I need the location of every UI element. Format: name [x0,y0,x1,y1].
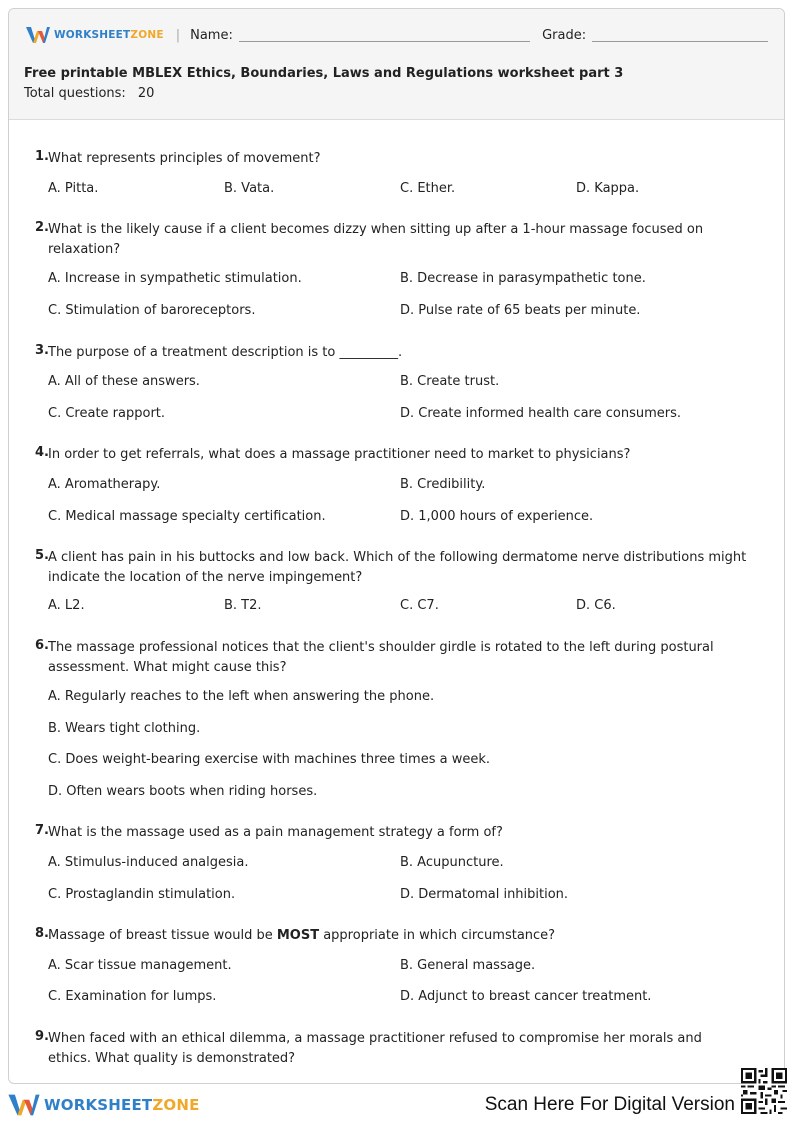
answer-option[interactable]: C. Does weight-bearing exercise with machines three times a week. [48,752,490,767]
question-text: In order to get referrals, what does a massage practitioner need to market to physicians? [48,447,631,462]
answer-option[interactable]: D. C6. [576,598,616,613]
answer-option[interactable]: D. Pulse rate of 65 beats per minute. [400,303,641,318]
worksheetzone-w-logo-icon [26,25,50,45]
answer-option[interactable]: A. Scar tissue management. [48,958,232,973]
worksheetzone-w-logo-icon [8,1092,40,1118]
question-text-emphasis: MOST [276,928,320,943]
answer-option[interactable]: D. Often wears boots when riding horses. [48,784,318,799]
brand-part2: ZONE [152,1096,200,1114]
total-value: 20 [137,86,155,101]
answer-option[interactable]: C. Medical massage specialty certification. [48,509,326,524]
brand-logo[interactable] [26,25,164,45]
brand-part1: WORKSHEET [44,1096,153,1114]
footer-brand-wordmark [44,1096,200,1114]
brand-wordmark [54,29,164,41]
header-top-row [26,24,768,46]
answer-option[interactable]: A. L2. [48,598,85,613]
answer-option[interactable]: D. 1,000 hours of experience. [400,509,594,524]
question-text: A client has pain in his buttocks and low back. Which of the following dermatome nerve distributions might indicate the location of the nerve impingement? [48,550,747,585]
qr-code-icon[interactable] [741,1068,787,1114]
worksheet-sheet [8,8,785,1084]
total-questions [24,86,154,101]
question-text: What is the massage used as a pain management strategy a form of? [48,825,503,840]
page-footer [0,1090,793,1122]
grade-field[interactable] [592,28,768,42]
question-number: 8. [35,926,49,941]
question-text-part: appropriate in which circumstance? [319,928,556,943]
name-label: Name: [190,27,233,43]
answer-option[interactable]: A. Stimulus-induced analgesia. [48,855,249,870]
answer-option[interactable]: D. Dermatomal inhibition. [400,887,569,902]
question-text [48,926,748,946]
brand-part1: WORKSHEET [54,29,131,41]
answer-option[interactable]: B. Acupuncture. [400,855,504,870]
question-number: 6. [35,638,49,653]
answer-option[interactable]: A. Increase in sympathetic stimulation. [48,271,302,286]
scan-text: Scan Here For Digital Version [484,1094,735,1115]
total-label: Total questions: [24,86,126,101]
worksheet-header [9,9,784,120]
answer-option[interactable]: B. T2. [224,598,262,613]
name-field[interactable] [239,28,530,42]
answer-option[interactable]: B. Decrease in parasympathetic tone. [400,271,646,286]
answer-option[interactable]: A. Aromatherapy. [48,477,161,492]
answer-option[interactable]: B. Wears tight clothing. [48,721,201,736]
question-text: The purpose of a treatment description is to _________. [48,345,403,360]
question-number: 9. [35,1029,49,1044]
question-number: 5. [35,548,49,563]
question-text: When faced with an ethical dilemma, a massage practitioner refused to compromise her morals and ethics. What quality is demonstrated? [48,1031,702,1066]
answer-option[interactable]: B. General massage. [400,958,536,973]
brand-part2: ZONE [130,29,164,41]
question-text-part: Massage of breast tissue would be [48,928,277,943]
answer-option[interactable]: C. Stimulation of baroreceptors. [48,303,256,318]
answer-option[interactable]: A. Pitta. [48,181,99,196]
answer-option[interactable]: A. All of these answers. [48,374,200,389]
answer-option[interactable]: B. Vata. [224,181,275,196]
grade-label: Grade: [542,27,587,43]
answer-option[interactable]: C. Prostaglandin stimulation. [48,887,236,902]
question-number: 2. [35,220,49,235]
answer-option[interactable]: A. Regularly reaches to the left when answering the phone. [48,689,435,704]
worksheet-title: Free printable MBLEX Ethics, Boundaries, Laws and Regulations worksheet part 3 [24,66,624,81]
answer-option[interactable]: B. Credibility. [400,477,486,492]
answer-option[interactable]: B. Create trust. [400,374,500,389]
answer-option[interactable]: C. Create rapport. [48,406,166,421]
answer-option[interactable]: C. Ether. [400,181,456,196]
answer-option[interactable]: D. Kappa. [576,181,640,196]
answer-option[interactable]: C. C7. [400,598,439,613]
question-number: 7. [35,823,49,838]
question-number: 1. [35,149,49,164]
question-text: What represents principles of movement? [48,151,321,166]
question-number: 4. [35,445,49,460]
question-text: What is the likely cause if a client becomes dizzy when sitting up after a 1-hour massage focused on relaxation? [48,222,704,257]
question-text: The massage professional notices that the client's shoulder girdle is rotated to the left during postural assessment. What might cause this? [48,640,714,675]
answer-option[interactable]: D. Adjunct to breast cancer treatment. [400,989,652,1004]
question-number: 3. [35,343,49,358]
answer-option[interactable]: D. Create informed health care consumers. [400,406,681,421]
answer-option[interactable]: C. Examination for lumps. [48,989,217,1004]
footer-brand-logo[interactable] [8,1092,200,1118]
header-separator: | [175,27,181,43]
